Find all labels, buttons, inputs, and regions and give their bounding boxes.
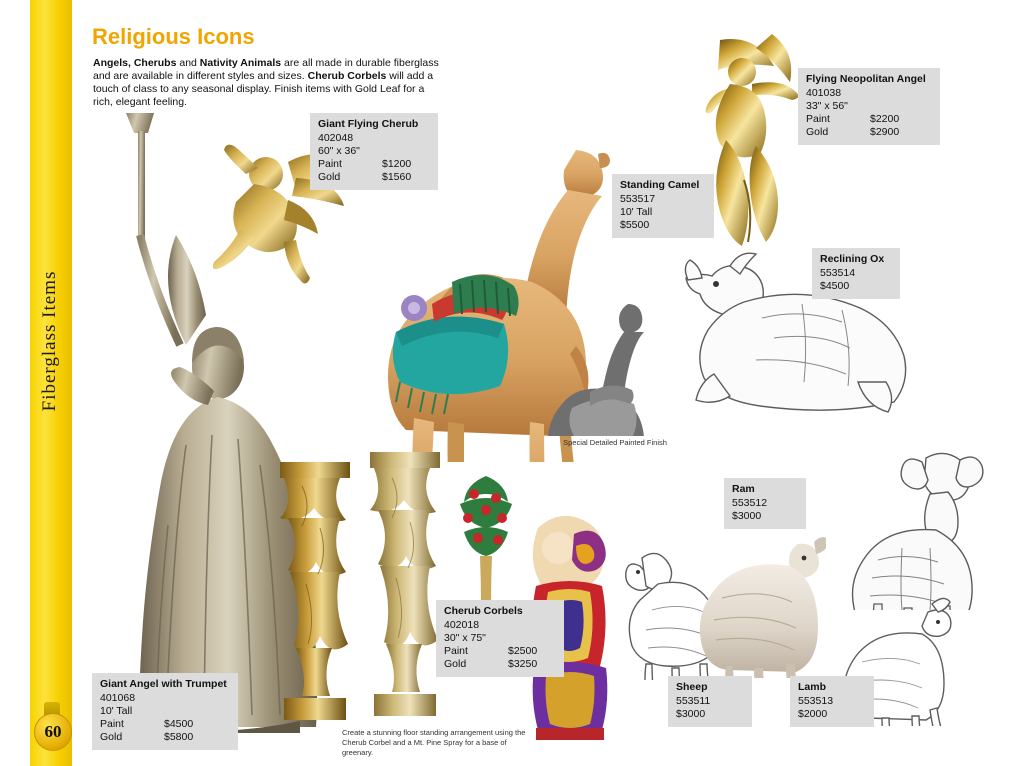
sidebar bbox=[30, 0, 72, 766]
page-title: Religious Icons bbox=[92, 24, 255, 49]
product-label-standing-camel bbox=[612, 174, 714, 238]
price-label: Paint bbox=[100, 718, 124, 730]
product-size: 30" x 75" bbox=[444, 632, 486, 644]
product-sku: 553517 bbox=[620, 193, 656, 205]
product-name: Giant Angel with Trumpet bbox=[100, 678, 227, 690]
product-label-giant-flying-cherub bbox=[310, 113, 438, 190]
price-value: $2900 bbox=[870, 126, 900, 138]
product-sku: 553511 bbox=[676, 695, 711, 707]
product-label-flying-neopolitan-angel bbox=[798, 68, 940, 145]
price-value: $5500 bbox=[620, 219, 650, 231]
price-label: Gold bbox=[806, 126, 829, 138]
product-size: 60" x 36" bbox=[318, 145, 360, 157]
price-value: $2000 bbox=[798, 708, 828, 720]
cherub-corbel-image-1 bbox=[272, 462, 358, 724]
price-value: $5800 bbox=[164, 731, 194, 743]
price-value: $3000 bbox=[676, 708, 706, 720]
price-label: Gold bbox=[100, 731, 123, 743]
product-name: Standing Camel bbox=[620, 179, 700, 191]
price-value: $1200 bbox=[382, 158, 412, 170]
sidebar-label: Fiberglass Items bbox=[39, 270, 60, 412]
product-size: 33" x 56" bbox=[806, 100, 848, 112]
product-name: Cherub Corbels bbox=[444, 605, 523, 617]
price-label: Paint bbox=[318, 158, 342, 170]
product-sku: 402018 bbox=[444, 619, 480, 631]
product-label-reclining-ox bbox=[812, 248, 900, 299]
product-sku: 553513 bbox=[798, 695, 834, 707]
camel-detail-caption: Special Detailed Painted Finish bbox=[563, 438, 667, 447]
product-label-sheep bbox=[668, 676, 752, 727]
product-name: Flying Neopolitan Angel bbox=[806, 73, 926, 85]
sheep-image bbox=[686, 528, 826, 678]
product-sku: 401068 bbox=[100, 692, 136, 704]
product-name: Ram bbox=[732, 483, 755, 495]
price-value: $3000 bbox=[732, 510, 762, 522]
price-value: $3250 bbox=[508, 658, 538, 670]
corbel-arrangement-caption: Create a stunning floor standing arrangement using the Cherub Corbel and a Mt. Pine Spray for a base of greenary. bbox=[342, 728, 526, 757]
intro-paragraph: Angels, Cherubs and Nativity Animals are all made in durable fiberglass and are available in different styles and sizes. Cherub Corbels will add a touch of class to any seasonal display. Finish items with Gold Leaf for a rich, elegant feeling. bbox=[93, 57, 439, 108]
cherub-corbel-image-2 bbox=[362, 452, 448, 720]
price-value: $4500 bbox=[164, 718, 194, 730]
product-size: 10' Tall bbox=[100, 705, 133, 717]
ram-image bbox=[818, 440, 1008, 610]
price-label: Gold bbox=[318, 171, 341, 183]
price-label: Gold bbox=[444, 658, 467, 670]
product-sku: 553512 bbox=[732, 497, 768, 509]
price-value: $4500 bbox=[820, 280, 850, 292]
product-label-lamb bbox=[790, 676, 874, 727]
product-label-ram bbox=[724, 478, 806, 529]
detailed-camel-image bbox=[542, 296, 662, 436]
price-value: $1560 bbox=[382, 171, 412, 183]
product-label-cherub-corbels bbox=[436, 600, 564, 677]
product-size: 10' Tall bbox=[620, 206, 653, 218]
page-number-badge: 60 bbox=[34, 713, 72, 751]
product-sku: 553514 bbox=[820, 267, 856, 279]
product-name: Lamb bbox=[798, 681, 827, 693]
product-name: Reclining Ox bbox=[820, 253, 885, 265]
product-name: Giant Flying Cherub bbox=[318, 118, 419, 130]
product-name: Sheep bbox=[676, 681, 708, 693]
price-label: Paint bbox=[444, 645, 468, 657]
price-value: $2500 bbox=[508, 645, 538, 657]
product-sku: 402048 bbox=[318, 132, 354, 144]
product-label-giant-angel-with-trumpet bbox=[92, 673, 238, 750]
product-sku: 401038 bbox=[806, 87, 842, 99]
price-label: Paint bbox=[806, 113, 830, 125]
price-value: $2200 bbox=[870, 113, 900, 125]
